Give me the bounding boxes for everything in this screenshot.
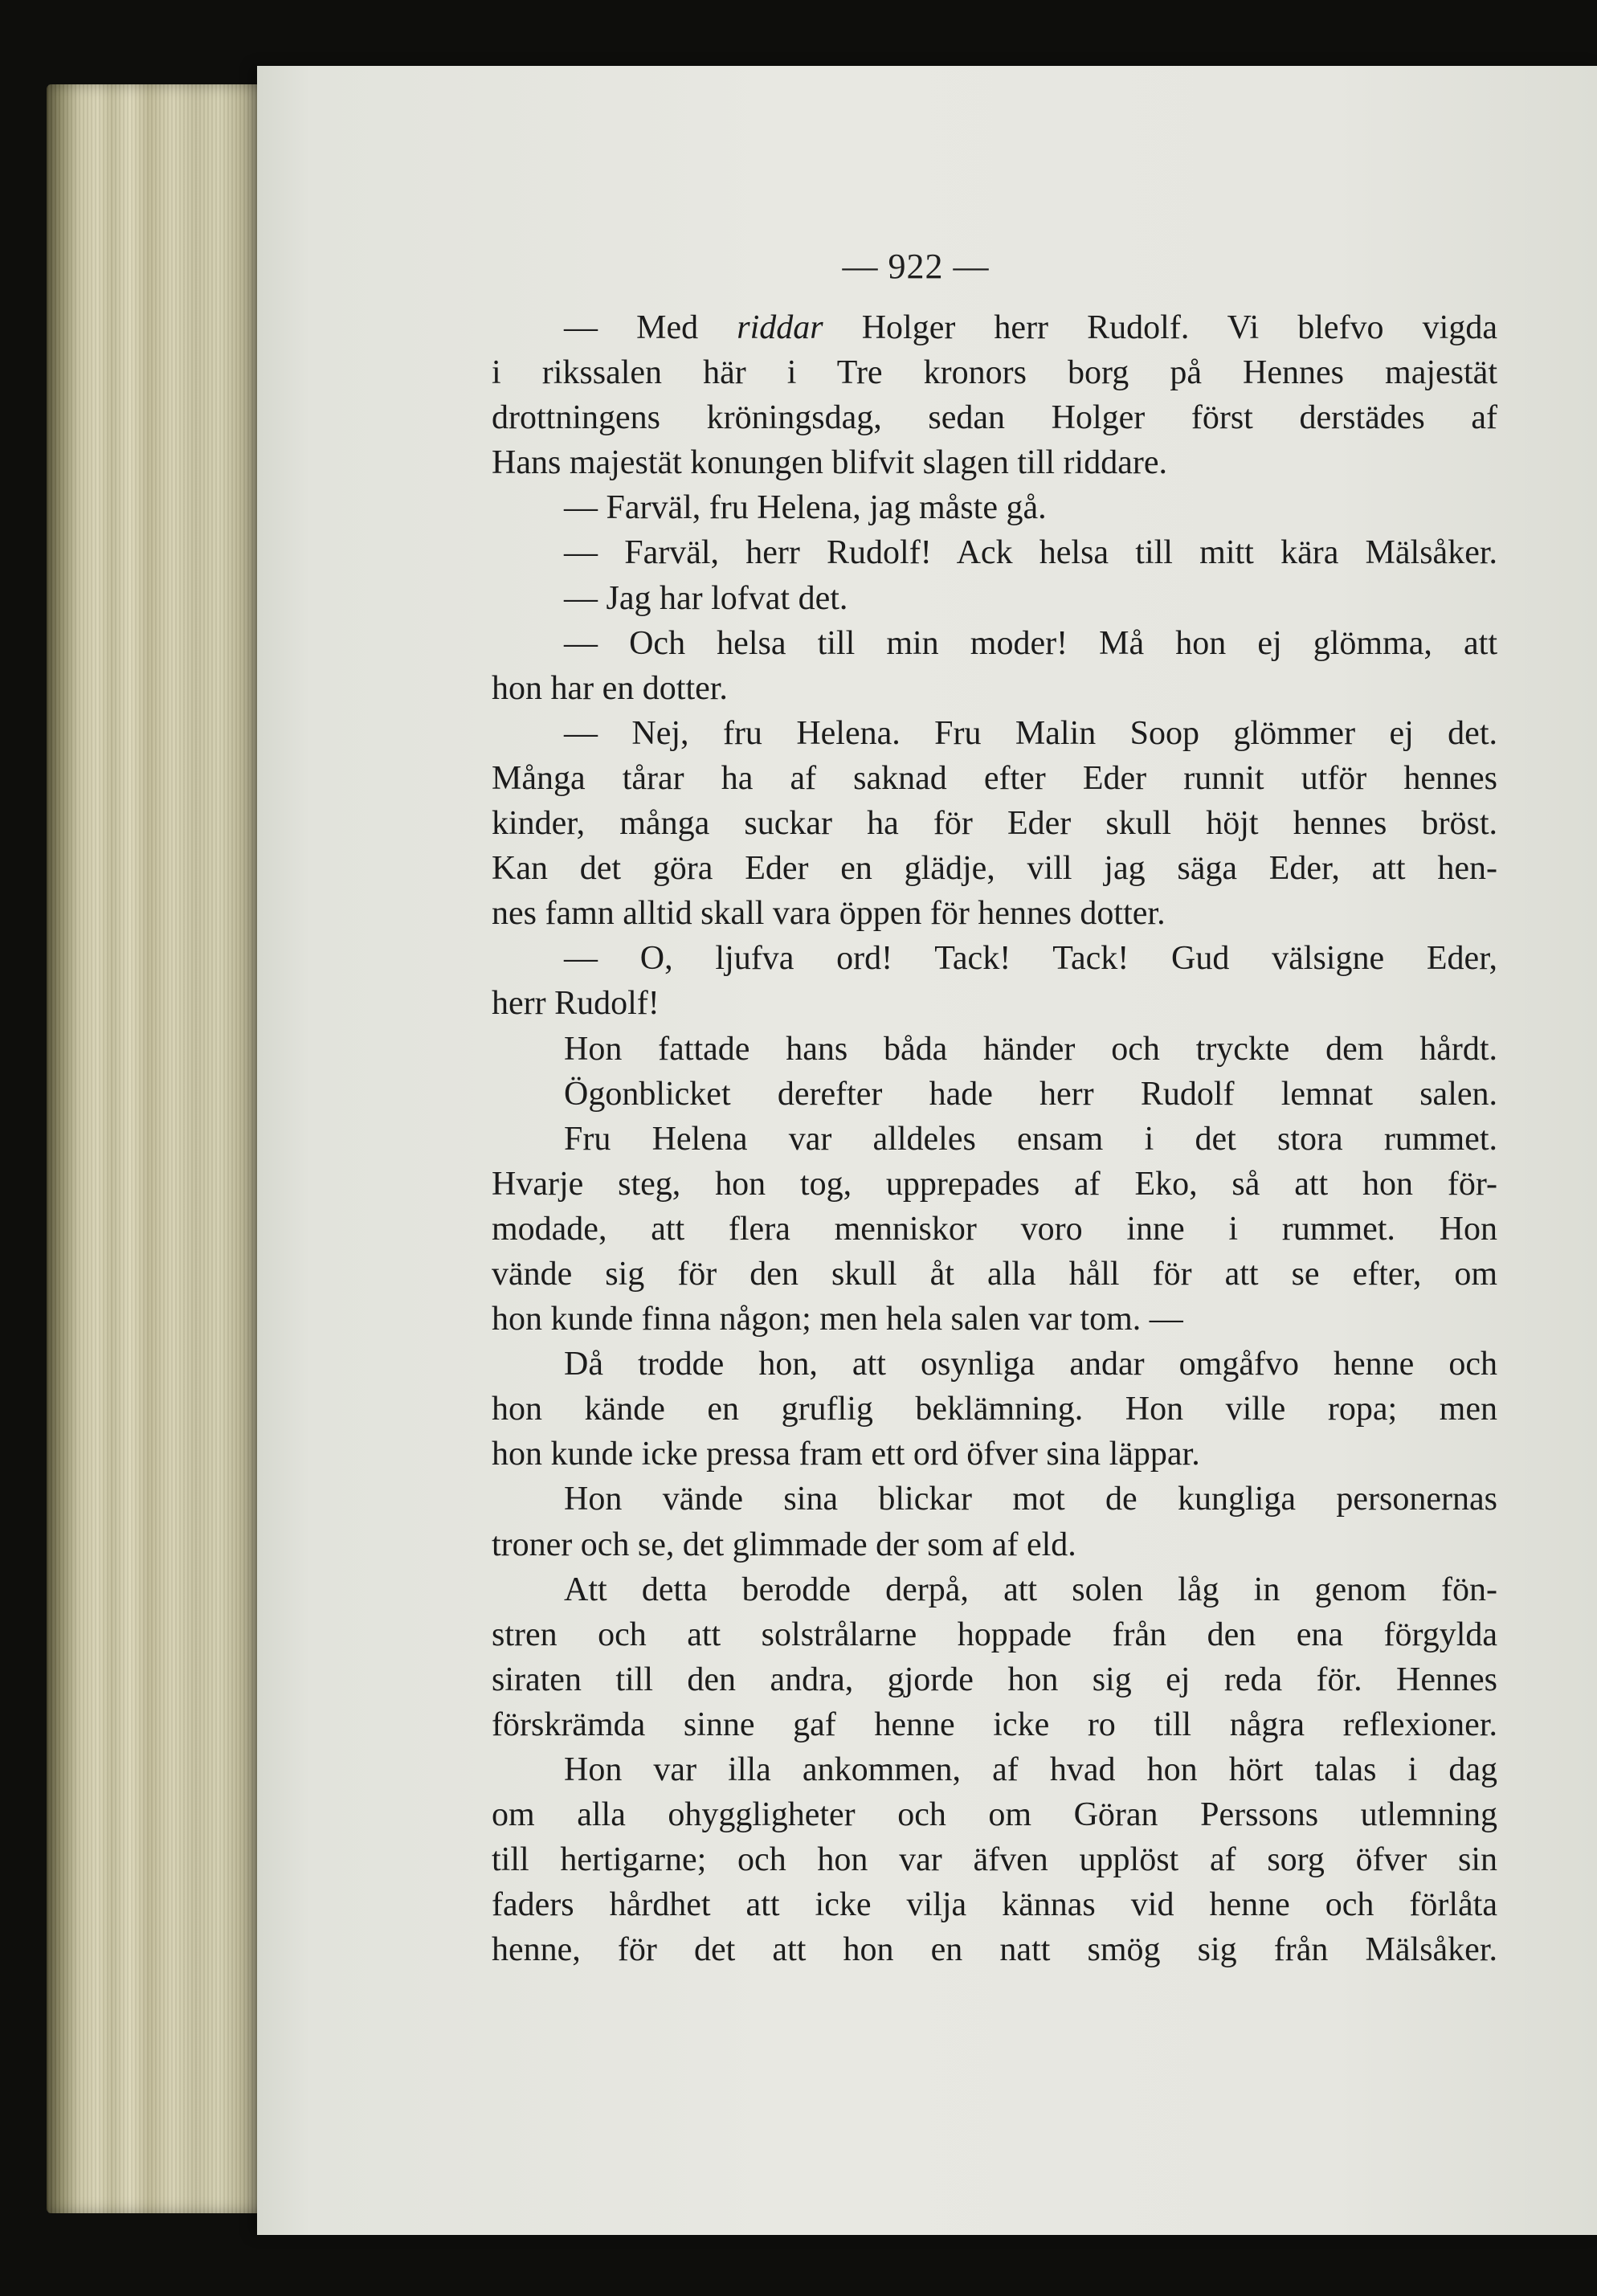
text-line-content: troner och se, det glimmade der som af eld. [492, 1526, 1076, 1563]
text-line-content: siraten till den andra, gjorde hon sig ej reda för. Hennes [492, 1661, 1497, 1698]
text-line [492, 1207, 1497, 1252]
text-line-content: Många tårar ha af saknad efter Eder runnit utför hennes [492, 759, 1497, 797]
text-line [492, 1027, 1497, 1072]
text-line [492, 1297, 1497, 1342]
page-number: — 922 — [842, 247, 990, 286]
text-line-content: till hertigarne; och hon var äfven upplöst af sorg öfver sin [492, 1841, 1497, 1879]
text-line [492, 1477, 1497, 1522]
text-line-content: stren och att solstrålarne hoppade från den ena förgylda [492, 1616, 1497, 1653]
text-line [492, 756, 1497, 801]
text-line-content: Hvarje steg, hon tog, upprepades af Eko, så att hon för- [492, 1165, 1497, 1203]
text-line [492, 1252, 1497, 1297]
text-line-content: Ögonblicket derefter hade herr Rudolf lemnat salen. [564, 1075, 1497, 1113]
text-line-content: faders hårdhet att icke vilja kännas vid henne och förlåta [492, 1886, 1497, 1924]
text-line-content: kinder, många suckar ha för Eder skull höjt hennes bröst. [492, 805, 1497, 843]
text-line-content: Hon fattade hans båda händer och tryckte dem hårdt. [564, 1030, 1497, 1068]
text-line [492, 891, 1497, 936]
text-line-content: Att detta berodde derpå, att solen låg in genom fön- [564, 1571, 1497, 1608]
text-line-content: vände sig för den skull åt alla håll för att se efter, om [492, 1255, 1497, 1293]
text-line [492, 1837, 1497, 1882]
text-line [492, 1072, 1497, 1117]
text-line [492, 666, 1497, 711]
text-line-content: Kan det göra Eder en glädje, vill jag säga Eder, att hen- [492, 850, 1497, 888]
text-line [492, 801, 1497, 846]
text-line-content: Hon var illa ankommen, af hvad hon hört talas i dag [564, 1751, 1497, 1788]
text-line [492, 1702, 1497, 1747]
text-line [492, 440, 1497, 485]
text-line [492, 936, 1497, 981]
book-page-edges [47, 84, 280, 2213]
text-line-content: — Farväl, fru Helena, jag måste gå. [564, 489, 1047, 527]
text-line-content: — Farväl, herr Rudolf! Ack helsa till mitt kära Mälsåker. [564, 534, 1497, 572]
text-line-content: herr Rudolf! [492, 985, 660, 1023]
page-text [492, 305, 1497, 1972]
text-line-content: — Nej, fru Helena. Fru Malin Soop glömmer ej det. [564, 714, 1497, 752]
text-line-content: hon kände en gruflig beklämning. Hon ville ropa; men [492, 1391, 1497, 1428]
text-line [492, 350, 1497, 395]
text-line-content: — Jag har lofvat det. [564, 579, 848, 617]
text-line [492, 711, 1497, 756]
text-line-content: Hans majestät konungen blifvit slagen till riddare. [492, 444, 1167, 482]
text-line-content: modade, att flera menniskor voro inne i rummet. Hon [492, 1210, 1497, 1248]
text-line-content: Fru Helena var alldeles ensam i det stora rummet. [564, 1120, 1497, 1158]
text-line-content: drottningens kröningsdag, sedan Holger först derstädes af [492, 399, 1497, 437]
text-line-content: Då trodde hon, att osynliga andar omgåfvo henne och [564, 1346, 1497, 1383]
text-line-content: — O, ljufva ord! Tack! Tack! Gud välsigne Eder, [564, 940, 1497, 978]
text-line [492, 981, 1497, 1026]
text-line-content: förskrämda sinne gaf henne icke ro till några reflexioner. [492, 1706, 1497, 1743]
text-line [492, 1342, 1497, 1387]
text-line [492, 621, 1497, 666]
text-line-content: — Och helsa till min moder! Må hon ej glömma, att [564, 624, 1497, 662]
text-line [492, 1162, 1497, 1207]
text-line [492, 1882, 1497, 1927]
text-line [492, 1657, 1497, 1702]
text-line [492, 395, 1497, 440]
italic-word: riddar [737, 309, 823, 346]
text-line-content: hon kunde finna någon; men hela salen var tom. — [492, 1301, 1183, 1338]
text-line [492, 576, 1497, 621]
text-line [492, 1927, 1497, 1972]
text-line-content: Hon vände sina blickar mot de kungliga personernas [564, 1481, 1497, 1518]
text-line-content: om alla ohyggligheter och om Göran Perssons utlemning [492, 1796, 1497, 1834]
text-line [492, 1567, 1497, 1612]
text-line-content: — Med [564, 309, 737, 346]
text-line [492, 485, 1497, 530]
text-line-content: hon kunde icke pressa fram ett ord öfver sina läppar. [492, 1436, 1200, 1473]
text-line [492, 1117, 1497, 1162]
text-line [492, 846, 1497, 891]
text-line [492, 1387, 1497, 1432]
text-line [492, 530, 1497, 575]
text-line-content: i rikssalen här i Tre kronors borg på Hennes majestät [492, 354, 1497, 392]
text-line [492, 305, 1497, 350]
text-line [492, 1432, 1497, 1477]
text-line [492, 1792, 1497, 1837]
text-line [492, 1612, 1497, 1657]
text-line-content: Holger herr Rudolf. Vi blefvo vigda [823, 309, 1497, 346]
text-line [492, 1747, 1497, 1792]
text-line-content: henne, för det att hon en natt smög sig från Mälsåker. [492, 1931, 1497, 1969]
text-line-content: hon har en dotter. [492, 669, 728, 707]
text-line-content: nes famn alltid skall vara öppen för hennes dotter. [492, 895, 1166, 933]
text-line [492, 1522, 1497, 1567]
